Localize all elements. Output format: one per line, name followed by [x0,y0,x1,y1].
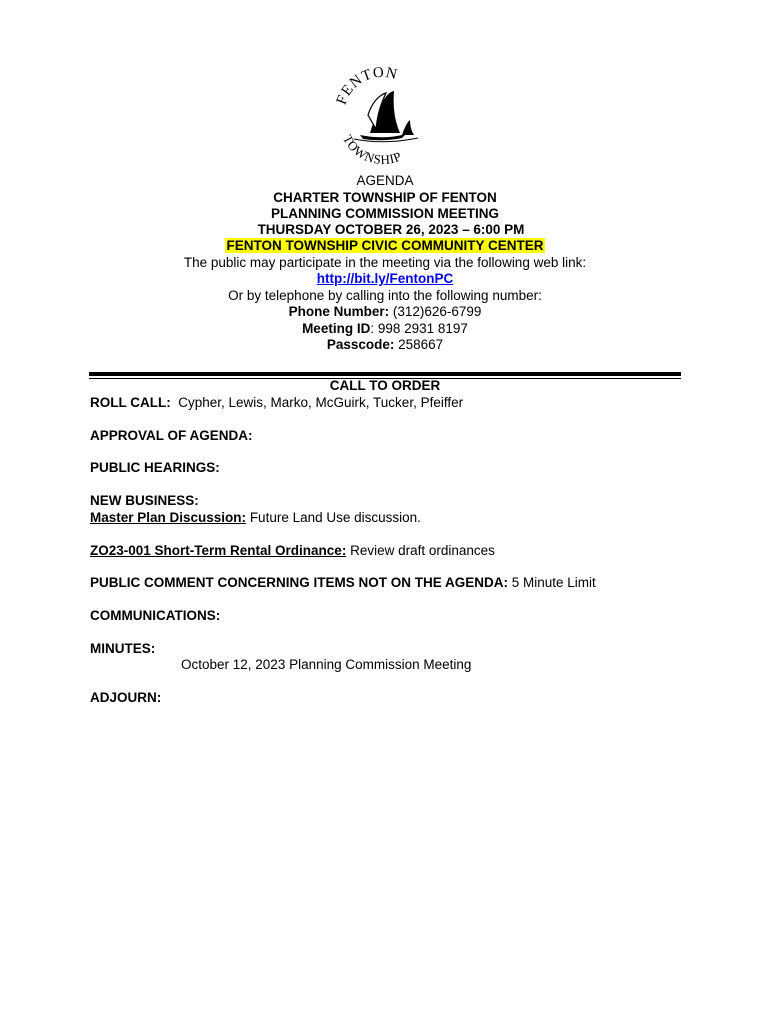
meeting-datetime: THURSDAY OCTOBER 26, 2023 – 6:00 PM [257,222,525,237]
public-comment-label: PUBLIC COMMENT CONCERNING ITEMS NOT ON THE AGENDA: [90,575,508,590]
passcode-label: Passcode: [326,337,395,352]
org-name-line1: CHARTER TOWNSHIP OF FENTON [273,190,497,205]
approval-of-agenda-heading: APPROVAL OF AGENDA: [90,428,253,443]
meeting-id-label: Meeting ID [302,321,371,336]
meeting-web-link[interactable]: http://bit.ly/FentonPC [316,271,454,286]
org-name-line2: PLANNING COMMISSION MEETING [270,206,499,221]
master-plan-text: Future Land Use discussion. [246,510,421,525]
zo23-001-label: ZO23-001 Short-Term Rental Ordinance: [90,543,347,558]
meeting-location-line [0,238,770,254]
logo-bottom-text: TOWNSHIP [340,132,404,168]
fenton-township-seal-logo [330,63,434,173]
master-plan-item [90,510,421,526]
roll-call-line [90,395,463,411]
logo-top-text: FENTON [333,64,400,107]
master-plan-label: Master Plan Discussion: [90,510,247,525]
roll-call-names: Cypher, Lewis, Marko, McGuirk, Tucker, Pfeiffer [170,395,464,410]
agenda-title: AGENDA [356,173,414,188]
public-comment-text: 5 Minute Limit [508,575,596,590]
minutes-heading: MINUTES: [90,641,156,656]
communications-heading: COMMUNICATIONS: [90,608,221,623]
minutes-item: October 12, 2023 Planning Commission Meeting [181,657,472,672]
passcode-line [0,337,770,353]
call-to-order-heading: CALL TO ORDER [329,378,441,393]
phone-intro-text: Or by telephone by calling into the following number: [228,288,542,303]
zo23-001-item [90,543,495,559]
phone-label: Phone Number: [288,304,390,319]
phone-value: (312)626-6799 [389,304,482,319]
meeting-location: FENTON TOWNSHIP CIVIC COMMUNITY CENTER [226,238,544,253]
roll-call-label: ROLL CALL: [90,395,171,410]
participate-text: The public may participate in the meeting via the following web link: [183,255,587,270]
meeting-id-value: : 998 2931 8197 [370,321,468,336]
web-link-line [0,271,770,287]
divider-thick [89,372,681,376]
meeting-id-line [0,321,770,337]
new-business-heading: NEW BUSINESS: [90,493,199,508]
passcode-value: 258667 [394,337,444,352]
zo23-001-text: Review draft ordinances [346,543,495,558]
public-hearings-heading: PUBLIC HEARINGS: [90,460,220,475]
phone-number-line [0,304,770,320]
adjourn-heading: ADJOURN: [90,690,162,705]
public-comment-line [90,575,596,591]
